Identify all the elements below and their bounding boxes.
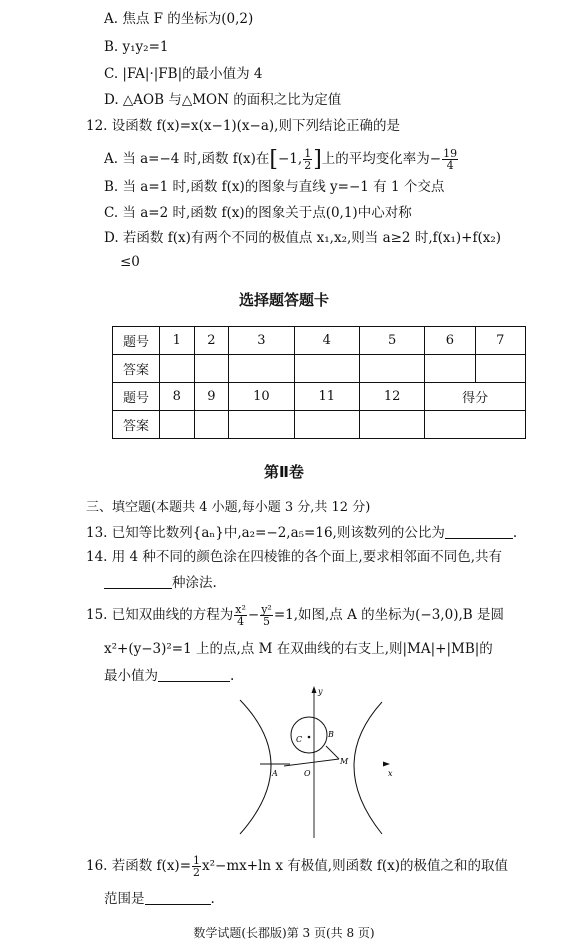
question-number: 4 bbox=[294, 327, 359, 355]
answer-cell[interactable] bbox=[359, 411, 424, 439]
row-label-answer: 答案 bbox=[113, 355, 160, 383]
row-label-question: 题号 bbox=[113, 327, 160, 355]
score-cell[interactable] bbox=[425, 411, 526, 439]
q15-line3-pre: 最小值为 bbox=[104, 668, 158, 684]
section3-heading: 三、填空题(本题共 4 小题,每小题 3 分,共 12 分) bbox=[86, 500, 371, 515]
q12-option-d-line1: D. 若函数 f(x)有两个不同的极值点 x₁,x₂,则当 a≥2 时,f(x₁)+f(x₂) bbox=[104, 230, 502, 246]
answer-cell[interactable] bbox=[160, 411, 195, 439]
answer-card-table bbox=[112, 326, 526, 439]
q15-end: . bbox=[230, 668, 235, 684]
q15-line2: x²+(y−3)²=1 上的点,点 M 在双曲线的右支上,则|MA|+|MB|的 bbox=[104, 641, 493, 657]
center-point-c bbox=[308, 736, 311, 739]
y-axis-arrow bbox=[312, 686, 317, 693]
answer-cell[interactable] bbox=[229, 355, 294, 383]
answer-cell[interactable] bbox=[229, 411, 294, 439]
q13-end: . bbox=[512, 525, 518, 541]
question-number: 9 bbox=[194, 383, 229, 411]
q15-answer-blank[interactable] bbox=[158, 667, 230, 682]
q16-line1 bbox=[86, 855, 508, 878]
q16-line2 bbox=[104, 890, 215, 908]
question-number: 1 bbox=[160, 327, 195, 355]
question-number: 2 bbox=[194, 327, 229, 355]
table-row bbox=[113, 327, 526, 355]
label-c: C bbox=[296, 735, 303, 744]
table-row bbox=[113, 411, 526, 439]
question-number: 8 bbox=[160, 383, 195, 411]
q12-option-a-interval-left: −1, bbox=[278, 151, 303, 167]
q12-option-a-rate-fraction: $\frac{19}{4}$ bbox=[443, 147, 458, 172]
question-number: 12 bbox=[359, 383, 424, 411]
part2-title: 第Ⅱ卷 bbox=[264, 463, 304, 481]
answer-cell[interactable] bbox=[194, 355, 229, 383]
question-number: 10 bbox=[229, 383, 294, 411]
row-label-question: 题号 bbox=[113, 383, 160, 411]
question-number: 5 bbox=[359, 327, 424, 355]
q12-option-d-line2: ≤0 bbox=[120, 254, 140, 270]
q15-line1 bbox=[86, 604, 504, 627]
table-row bbox=[113, 383, 526, 411]
question-number: 7 bbox=[475, 327, 525, 355]
hyperbola-left-branch bbox=[240, 700, 271, 834]
q12-option-c: C. 当 a=2 时,函数 f(x)的图象关于点(0,1)中心对称 bbox=[104, 205, 412, 221]
answer-cell[interactable] bbox=[294, 355, 359, 383]
answer-card-title: 选择题答题卡 bbox=[238, 291, 329, 309]
answer-cell[interactable] bbox=[475, 355, 525, 383]
q14-end: 种涂法. bbox=[172, 575, 217, 591]
label-o: O bbox=[304, 769, 311, 778]
page-footer: 数学试题(长郡版)第 3 页(共 8 页) bbox=[193, 926, 375, 940]
q14-line2 bbox=[104, 574, 217, 592]
question-number: 3 bbox=[229, 327, 294, 355]
label-m: M bbox=[340, 757, 349, 766]
hyperbola-right-branch bbox=[354, 702, 382, 834]
q12-option-a-post: 上的平均变化率为− bbox=[321, 151, 442, 167]
q12-option-a-pre: A. 当 a=−4 时,函数 f(x)在 bbox=[104, 151, 270, 167]
answer-cell[interactable] bbox=[194, 411, 229, 439]
question-number: 11 bbox=[294, 383, 359, 411]
row-label-answer: 答案 bbox=[113, 411, 160, 439]
q14-line1: 14. 用 4 种不同的颜色涂在四棱锥的各个面上,要求相邻面不同色,共有 bbox=[86, 549, 503, 565]
q15-line1-pre: 15. 已知双曲线的方程为 bbox=[86, 607, 234, 623]
q13 bbox=[86, 524, 517, 542]
q15-line3 bbox=[104, 667, 234, 685]
answer-cell[interactable] bbox=[160, 355, 195, 383]
q16-line1-post: x²−mx+ln x 有极值,则函数 f(x)的极值之和的取值 bbox=[202, 858, 509, 874]
q15-fraction-y: $\frac{\text{y²}}{5}$ bbox=[261, 603, 272, 628]
q12-option-a: A. 当 a=−4 时,函数 f(x)在[−1, $\frac{1}{2}$ ]上的平均变化率为− $\frac{19}{4}$ bbox=[104, 147, 458, 172]
q12-option-b: B. 当 a=1 时,函数 f(x)的图象与直线 y=−1 有 1 个交点 bbox=[104, 179, 445, 195]
q13-answer-blank[interactable] bbox=[445, 524, 513, 539]
q15-minus: − bbox=[247, 607, 260, 623]
y-axis-label: y bbox=[318, 687, 323, 696]
label-b: B bbox=[328, 730, 334, 739]
q11-option-b: B. y₁y₂=1 bbox=[104, 39, 169, 55]
q16-fraction: $\frac{1}{2}$ bbox=[193, 854, 201, 879]
segment-bm bbox=[326, 746, 339, 759]
question-number: 6 bbox=[425, 327, 475, 355]
q11-option-c: C. |FA|·|FB|的最小值为 4 bbox=[104, 66, 263, 82]
q16-line1-pre: 16. 若函数 f(x)= bbox=[86, 858, 192, 874]
q16-line2-pre: 范围是 bbox=[104, 891, 145, 907]
answer-cell[interactable] bbox=[425, 355, 475, 383]
q15-line1-post: =1,如图,点 A 的坐标为(−3,0),B 是圆 bbox=[273, 607, 504, 623]
x-axis-label: x bbox=[388, 769, 393, 778]
q15-fraction-x: $\frac{\text{x²}}{4}$ bbox=[235, 603, 246, 628]
q16-end: . bbox=[210, 891, 215, 907]
answer-cell[interactable] bbox=[359, 355, 424, 383]
segment-am bbox=[284, 759, 339, 766]
q11-option-a: A. 焦点 F 的坐标为(0,2) bbox=[104, 11, 254, 27]
label-a: A bbox=[272, 769, 278, 778]
q16-answer-blank[interactable] bbox=[145, 890, 211, 905]
q12-option-a-interval-fraction: $\frac{1}{2}$ bbox=[304, 147, 312, 172]
q12-stem: 12. 设函数 f(x)=x(x−1)(x−a),则下列结论正确的是 bbox=[86, 118, 400, 134]
q13-text: 13. 已知等比数列{aₙ}中,a₂=−2,a₅=16,则该数列的公比为 bbox=[86, 525, 445, 541]
score-label: 得分 bbox=[425, 383, 526, 411]
q14-answer-blank[interactable] bbox=[104, 574, 172, 589]
answer-cell[interactable] bbox=[294, 411, 359, 439]
q11-option-d: D. △AOB 与△MON 的面积之比为定值 bbox=[104, 92, 342, 108]
x-axis-arrow bbox=[383, 762, 390, 767]
hyperbola-figure bbox=[232, 684, 412, 840]
table-row bbox=[113, 355, 526, 383]
